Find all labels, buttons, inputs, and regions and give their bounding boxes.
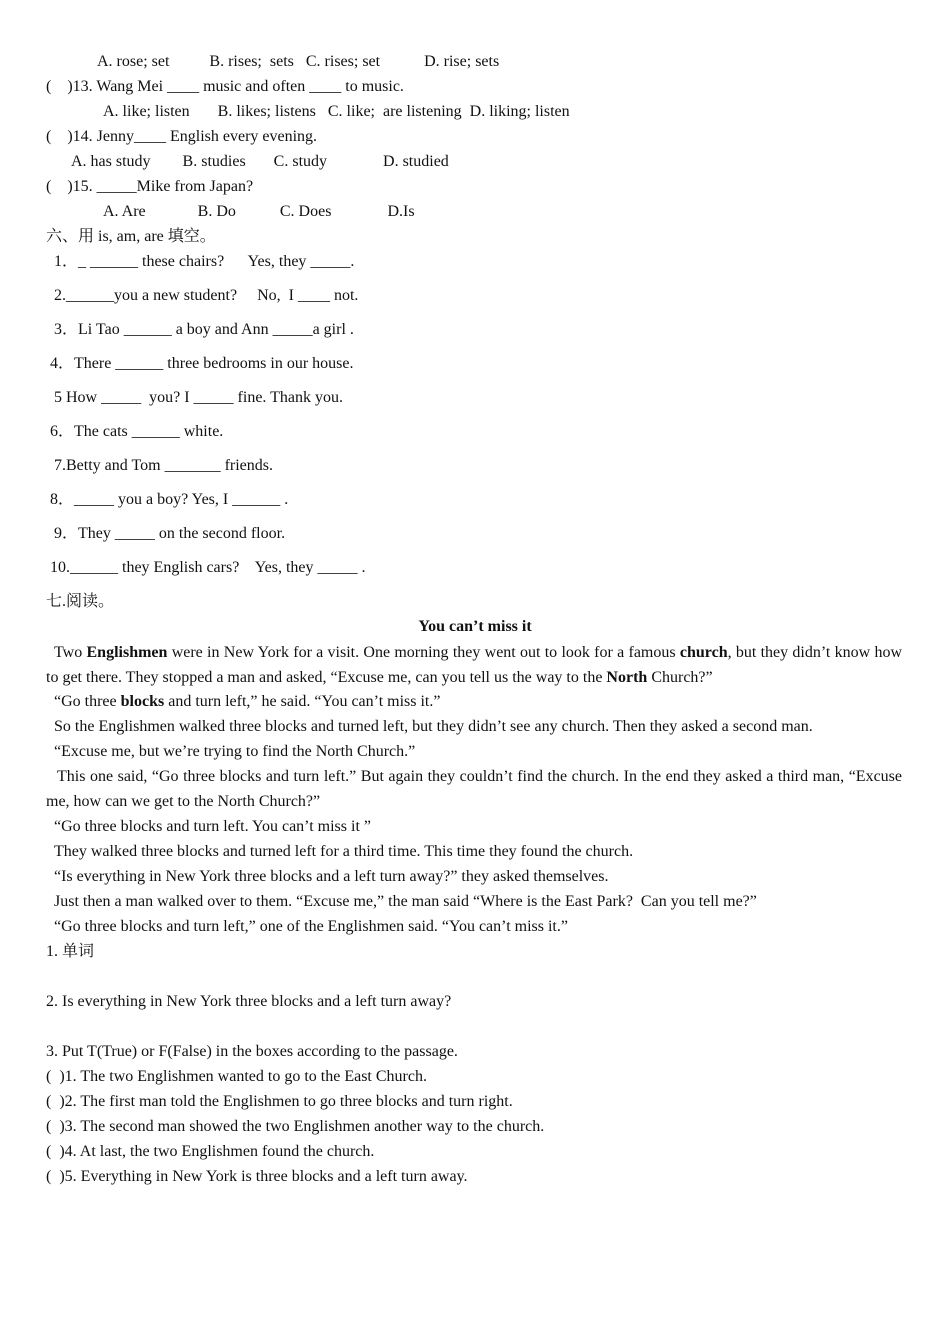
question-2: 2. Is everything in New York three blocks and a left turn away? (46, 993, 452, 1010)
question-3: 3. Put T(True) or F(False) in the boxes according to the passage. (46, 1043, 458, 1060)
fill-blank-item: 2.______you a new student? No, I ____ not. (50, 287, 359, 304)
fill-blank-item: 1．_ ______ these chairs? Yes, they _____. (50, 253, 355, 270)
q15-question: ( )15. _____Mike from Japan? (46, 178, 254, 195)
passage-paragraph-2: “Go three blocks and turn left,” he said. “You can’t miss it.” (54, 693, 441, 710)
fill-blank-item: 5 How _____ you? I _____ fine. Thank you. (50, 389, 343, 406)
true-false-item: ( )4. At last, the two Englishmen found the church. (46, 1143, 375, 1160)
q13-question: ( )13. Wang Mei ____ music and often ____ to music. (46, 78, 404, 95)
section7-title: 七.阅读。 (46, 593, 115, 610)
true-false-item: ( )3. The second man showed the two Englishmen another way to the church. (46, 1118, 545, 1135)
fill-blank-item: 3．Li Tao ______ a boy and Ann _____a girl . (50, 321, 354, 338)
true-false-item: ( )5. Everything in New York is three blocks and a left turn away. (46, 1168, 468, 1185)
true-false-item: ( )1. The two Englishmen wanted to go to the East Church. (46, 1068, 427, 1085)
fill-blank-item: 9．They _____ on the second floor. (50, 525, 286, 542)
q13-options: A. like; listen B. likes; listens C. like; are listening D. liking; listen (103, 103, 570, 120)
section6-title: 六、用 is, am, are 填空。 (46, 228, 216, 245)
passage-paragraph-3: So the Englishmen walked three blocks and turned left, but they didn’t see any church. Then they asked a second man. (54, 718, 813, 735)
passage-paragraph-9: Just then a man walked over to them. “Excuse me,” the man said “Where is the East Park? Can you tell me?” (54, 893, 757, 910)
passage-paragraph-1: Two Englishmen were in New York for a visit. One morning they went out to look for a famous church, but they didn’t know how to get there. They stopped a man and asked, “Excuse me, can you tell us the way to the North Church?” (46, 644, 903, 686)
q14-question: ( )14. Jenny____ English every evening. (46, 128, 318, 145)
q12-options: A. rose; set B. rises; sets C. rises; set D. rise; sets (97, 53, 500, 70)
passage-paragraph-6: “Go three blocks and turn left. You can’t miss it ” (54, 818, 371, 835)
fill-blank-item: 4．There ______ three bedrooms in our house. (50, 355, 354, 372)
q15-options: A. Are B. Do C. Does D.Is (103, 203, 415, 220)
q14-options: A. has study B. studies C. study D. studied (71, 153, 449, 170)
passage-paragraph-8: “Is everything in New York three blocks and a left turn away?” they asked themselves. (54, 868, 609, 885)
true-false-item: ( )2. The first man told the Englishmen to go three blocks and turn right. (46, 1093, 513, 1110)
question-1: 1. 单词 (46, 943, 95, 960)
fill-blank-item: 6．The cats ______ white. (50, 423, 224, 440)
passage-paragraph-7: They walked three blocks and turned left for a third time. This time they found the church. (54, 843, 634, 860)
passage-paragraph-10: “Go three blocks and turn left,” one of the Englishmen said. “You can’t miss it.” (54, 918, 568, 935)
fill-blank-item: 10.______ they English cars? Yes, they _____ . (50, 559, 366, 576)
passage-paragraph-5: This one said, “Go three blocks and turn left.” But again they couldn’t find the church. In the end they asked a third man, “Excuse me, how can we get to the North Church?” (46, 768, 902, 810)
passage-title: You can’t miss it (418, 618, 532, 635)
fill-blank-item: 8．_____ you a boy? Yes, I ______ . (50, 491, 289, 508)
passage-paragraph-4: “Excuse me, but we’re trying to find the North Church.” (54, 743, 416, 760)
fill-blank-item: 7.Betty and Tom _______ friends. (50, 457, 274, 474)
